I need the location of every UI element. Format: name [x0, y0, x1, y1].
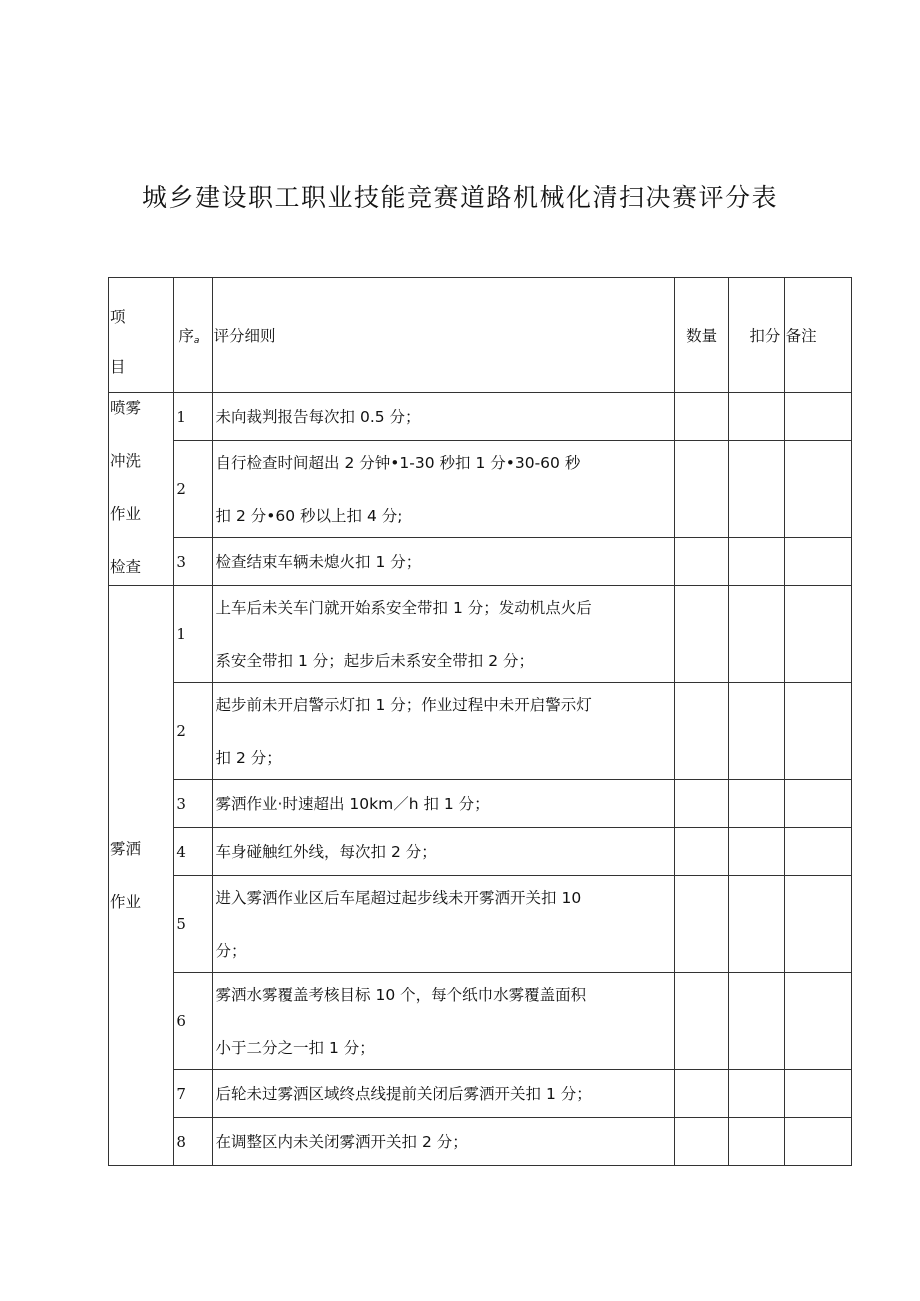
table-row	[109, 1118, 852, 1166]
item-number: 1	[174, 586, 212, 683]
deduction-cell[interactable]	[729, 780, 784, 828]
table-row	[109, 1070, 852, 1118]
rule-text	[212, 973, 674, 1070]
rule-line: 扣 2 分•60 秒以上扣 4 分;	[215, 506, 403, 525]
item-number: 5	[174, 876, 212, 973]
rule-text	[212, 393, 674, 441]
item-number: 3	[174, 538, 212, 586]
quantity-cell[interactable]	[675, 538, 729, 586]
note-cell[interactable]	[784, 441, 851, 538]
quantity-cell[interactable]	[675, 1118, 729, 1166]
item-number: 1	[174, 393, 212, 441]
category-word: 作业	[110, 505, 142, 523]
table-row	[109, 876, 852, 973]
rule-line: 雾洒作业·时速超出 10km／h 扣 1 分；	[215, 794, 490, 813]
rule-line: 扣 2 分；	[215, 748, 282, 767]
item-number: 4	[174, 828, 212, 876]
header-note: 备注	[784, 278, 851, 393]
rule-text	[212, 683, 674, 780]
rule-line: 小于二分之一扣 1 分；	[215, 1038, 375, 1057]
rule-text	[212, 586, 674, 683]
quantity-cell[interactable]	[675, 683, 729, 780]
rule-line: 分；	[215, 941, 247, 960]
note-cell[interactable]	[784, 1070, 851, 1118]
deduction-cell[interactable]	[729, 973, 784, 1070]
item-number: 3	[174, 780, 212, 828]
note-cell[interactable]	[784, 683, 851, 780]
header-deduction: 扣分	[729, 278, 784, 393]
deduction-cell[interactable]	[729, 441, 784, 538]
item-number: 8	[174, 1118, 212, 1166]
category-cell	[109, 393, 174, 586]
table-row	[109, 441, 852, 538]
scoring-table	[108, 277, 852, 1166]
header-category	[109, 278, 174, 393]
note-cell[interactable]	[784, 876, 851, 973]
rule-line: 未向裁判报告每次扣 0.5 分；	[215, 407, 421, 426]
table-row	[109, 780, 852, 828]
header-rule: 评分细则	[212, 278, 674, 393]
quantity-cell[interactable]	[675, 441, 729, 538]
rule-line: 起步前未开启警示灯扣 1 分；作业过程中未开启警示灯	[215, 695, 592, 714]
header-number-label: 序	[178, 327, 194, 345]
deduction-cell[interactable]	[729, 538, 784, 586]
deduction-cell[interactable]	[729, 1118, 784, 1166]
category-cell	[109, 586, 174, 1166]
rule-line: 在调整区内未关闭雾洒开关扣 2 分；	[215, 1132, 468, 1151]
quantity-cell[interactable]	[675, 393, 729, 441]
deduction-cell[interactable]	[729, 683, 784, 780]
category-word: 喷雾	[110, 399, 142, 417]
quantity-cell[interactable]	[675, 876, 729, 973]
header-quantity: 数量	[675, 278, 729, 393]
quantity-cell[interactable]	[675, 780, 729, 828]
deduction-cell[interactable]	[729, 393, 784, 441]
note-cell[interactable]	[784, 1118, 851, 1166]
rule-text	[212, 441, 674, 538]
header-number-sub: a	[193, 336, 200, 346]
table-row	[109, 828, 852, 876]
quantity-cell[interactable]	[675, 828, 729, 876]
item-number: 2	[174, 683, 212, 780]
note-cell[interactable]	[784, 586, 851, 683]
deduction-cell[interactable]	[729, 586, 784, 683]
rule-line: 进入雾洒作业区后车尾超过起步线未开雾洒开关扣 10	[215, 888, 582, 907]
category-word: 雾洒	[110, 840, 142, 858]
page-title: 城乡建设职工职业技能竞赛道路机械化清扫决赛评分表	[141, 183, 778, 212]
note-cell[interactable]	[784, 780, 851, 828]
rule-line: 雾洒水雾覆盖考核目标 10 个，每个纸巾水雾覆盖面积	[215, 985, 587, 1004]
rule-text	[212, 876, 674, 973]
category-word: 作业	[110, 893, 142, 911]
deduction-cell[interactable]	[729, 1070, 784, 1118]
note-cell[interactable]	[784, 538, 851, 586]
table-row	[109, 393, 852, 441]
category-word: 冲洗	[110, 452, 142, 470]
rule-line: 上车后未关车门就开始系安全带扣 1 分；发动机点火后	[215, 598, 592, 617]
rule-text	[212, 1118, 674, 1166]
note-cell[interactable]	[784, 828, 851, 876]
table-row	[109, 973, 852, 1070]
header-number	[174, 278, 212, 393]
deduction-cell[interactable]	[729, 828, 784, 876]
rule-text	[212, 538, 674, 586]
deduction-cell[interactable]	[729, 876, 784, 973]
rule-text	[212, 1070, 674, 1118]
quantity-cell[interactable]	[675, 973, 729, 1070]
category-word: 检查	[110, 558, 142, 576]
item-number: 6	[174, 973, 212, 1070]
rule-line: 检查结束车辆未熄火扣 1 分；	[215, 552, 422, 571]
rule-text	[212, 828, 674, 876]
rule-text	[212, 780, 674, 828]
table-row	[109, 538, 852, 586]
item-number: 2	[174, 441, 212, 538]
header-category-line1: 项	[110, 308, 126, 326]
quantity-cell[interactable]	[675, 586, 729, 683]
note-cell[interactable]	[784, 393, 851, 441]
rule-line: 后轮未过雾洒区域终点线提前关闭后雾洒开关扣 1 分；	[215, 1084, 592, 1103]
header-category-line2: 目	[110, 358, 126, 376]
table-row	[109, 683, 852, 780]
quantity-cell[interactable]	[675, 1070, 729, 1118]
rule-line: 自行检查时间超出 2 分钟•1-30 秒扣 1 分•30-60 秒	[215, 453, 581, 472]
note-cell[interactable]	[784, 973, 851, 1070]
table-row	[109, 586, 852, 683]
rule-line: 车身碰触红外线，每次扣 2 分；	[215, 842, 437, 861]
item-number: 7	[174, 1070, 212, 1118]
table-header-row	[109, 278, 852, 393]
rule-line: 系安全带扣 1 分；起步后未系安全带扣 2 分；	[215, 651, 534, 670]
